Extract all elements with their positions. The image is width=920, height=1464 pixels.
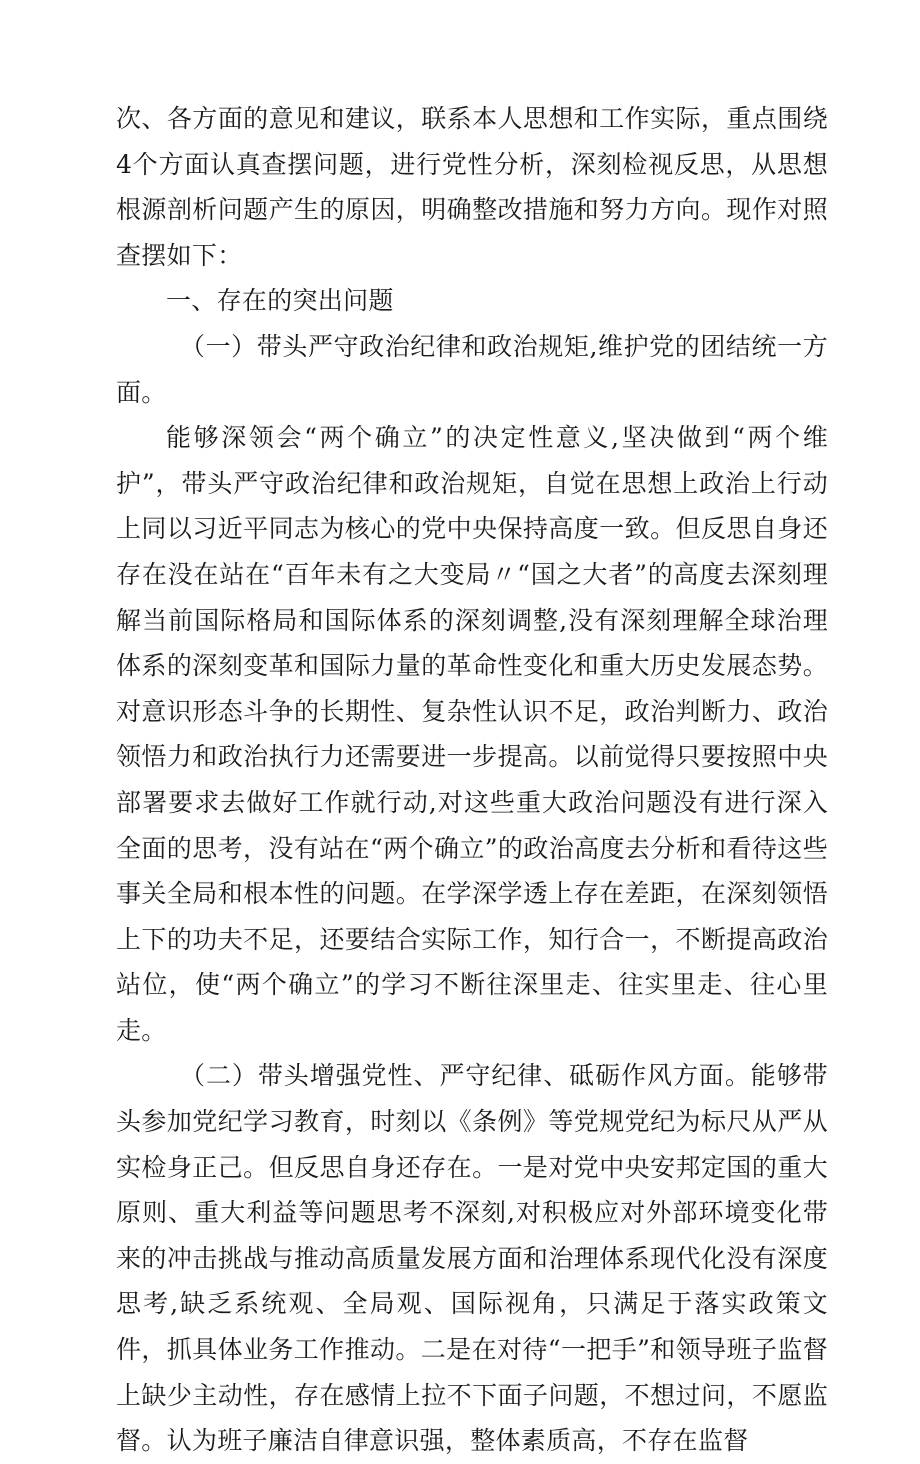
paragraph-continuation: 次、各方面的意见和建议，联系本人思想和工作实际，重点围绕4个方面认真查摆问题，进行党性分析，深刻检视反思，从思想根源剖析问题产生的原因，明确整改措施和努力方向。现作对照查摆如下： <box>116 104 828 270</box>
section-heading: 一、存在的突出问题 <box>166 286 394 316</box>
paragraph-body-2: （二）带头增强党性、严守纪律、砥砺作风方面。能够带头参加党纪学习教育，时刻以《条例》等党规党纪为标尺从严从实检身正己。但反思自身还存在。一是对党中央安邦定国的重大原则、重大利益等问题思考不深刻,对积极应对外部环境变化带来的冲击挑战与推动高质量发展方面和治理体系现代化没有深度思考,缺乏系统观、全局观、国际视角，只满足于落实政策文件，抓具体业务工作推动。二是在对待“一把手”和领导班子监督上缺少主动性，存在感情上拉不下面子问题，不想过问，不愿监督。认为班子廉洁自律意识强，整体素质高，不存在监督 <box>116 1061 828 1456</box>
subsection-heading-1: （一）带头严守政治纪律和政治规矩,维护党的团结统一方面。 <box>116 331 828 407</box>
document-body <box>116 96 828 1464</box>
paragraph-body-1: 能够深领会“两个确立”的决定性意义,坚决做到“两个维护”，带头严守政治纪律和政治规矩，自觉在思想上政治上行动上同以习近平同志为核心的党中央保持高度一致。但反思自身还存在没在站在“百年未有之大变局〃“国之大者”的高度去深刻理解当前国际格局和国际体系的深刻调整,没有深刻理解全球治理体系的深刻变革和国际力量的革命性变化和重大历史发展态势。对意识形态斗争的长期性、复杂性认识不足，政治判断力、政治领悟力和政治执行力还需要进一步提高。以前觉得只要按照中央部署要求去做好工作就行动,对这些重大政治问题没有进行深入全面的思考，没有站在“两个确立”的政治高度去分析和看待这些事关全局和根本性的问题。在学深学透上存在差距，在深刻领悟上下的功夫不足，还要结合实际工作，知行合一，不断提高政治站位，使“两个确立”的学习不断往深里走、往实里走、往心里走。 <box>116 423 828 1045</box>
